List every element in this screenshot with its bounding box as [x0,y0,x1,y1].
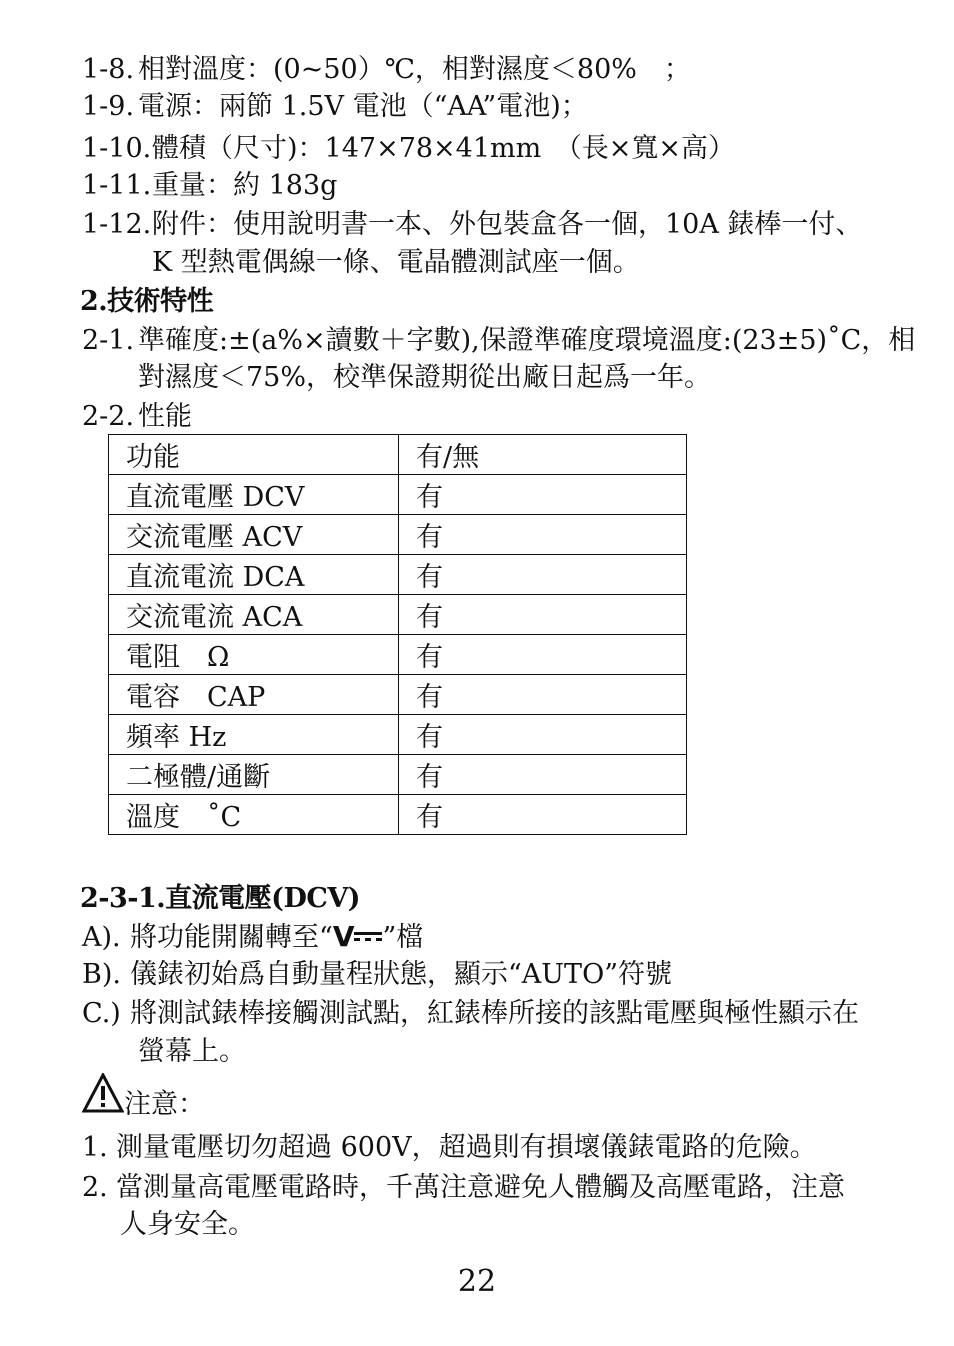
table-cell-availability: 有 [399,795,687,835]
dc-voltage-symbol-icon: V [333,919,383,956]
spec-number: 2-2. [82,401,135,432]
dcv-step-b [82,957,672,993]
section-heading: 2.技術特性 [80,286,214,317]
accuracy-text: 準確度:±(a%×讀數＋字數),保證準確度環境溫度:(23±5)˚C，相 [138,325,916,356]
table-row [109,515,687,555]
step-text: 儀錶初始爲自動量程狀態，顯示“AUTO”符號 [130,959,673,990]
caution-number: 2. [82,1172,108,1203]
spec-line-1-12-continued: K 型熱電偶線一條、電晶體測試座一個。 [152,247,640,278]
table-header-cell: 功能 [109,435,399,475]
spec-text: 重量：約 183g [152,170,338,201]
spec-number: 1-11. [82,170,152,201]
accuracy-line [82,323,915,359]
step-text: ”檔 [382,922,424,953]
spec-line-1-9 [82,89,588,125]
caution-number: 1. [82,1132,108,1163]
spec-number: 1-10. [82,133,152,164]
caution-text: 當測量高電壓電路時，千萬注意避免人體觸及高壓電路，注意 [116,1172,845,1203]
table-row [109,635,687,675]
table-cell-availability: 有 [399,515,687,555]
table-row [109,595,687,635]
spec-text: 電源：兩節 1.5V 電池（“AA”電池)； [138,91,588,122]
dcv-step-c-continued: 螢幕上。 [138,1036,246,1067]
table-row [109,675,687,715]
table-cell-availability: 有 [399,475,687,515]
table-row [109,715,687,755]
performance-label [82,399,192,435]
caution-text: 測量電壓切勿超過 600V，超過則有損壞儀錶電路的危險。 [116,1132,817,1163]
table-header-row [109,435,687,475]
accuracy-line-continued: 對濕度＜75%，校準保證期從出廠日起爲一年。 [138,362,712,393]
step-text: 將測試錶棒接觸測試點，紅錶棒所接的該點電壓與極性顯示在 [130,998,859,1029]
table-cell-availability: 有 [399,715,687,755]
spec-number: 1-9. [82,91,135,122]
table-row [109,555,687,595]
spec-text: 體積（尺寸)：147×78×41mm （長×寬×高） [152,133,735,164]
step-number: C.) [82,998,121,1029]
table-row [109,795,687,835]
function-table [108,434,687,835]
caution-item-1 [82,1130,817,1166]
table-cell-function: 電容 CAP [109,675,399,715]
table-cell-function: 二極體/通斷 [109,755,399,795]
table-row [109,755,687,795]
spec-line-1-8 [82,52,691,88]
table-cell-availability: 有 [399,595,687,635]
table-cell-function: 直流電壓 DCV [109,475,399,515]
spec-line-1-11 [82,168,337,204]
table-cell-availability: 有 [399,675,687,715]
page-number: 22 [457,1264,497,1299]
caution-item-2-continued: 人身安全。 [120,1209,255,1240]
table-cell-function: 交流電流 ACA [109,595,399,635]
spec-number: 2-1. [82,325,135,356]
warning-triangle-icon [82,1073,124,1113]
dcv-step-a [82,919,423,956]
step-text: 將功能開關轉至“ [130,922,333,953]
performance-text: 性能 [138,401,192,432]
dcv-heading: 2-3-1.直流電壓(DCV) [80,883,361,914]
step-number: A). [82,922,121,953]
spec-text: 附件：使用說明書一本、外包裝盒各一個，10A 錶棒一付、 [152,209,863,240]
table-cell-function: 頻率 Hz [109,715,399,755]
spec-line-1-10 [82,131,735,167]
table-cell-function: 溫度 ˚C [109,795,399,835]
table-cell-availability: 有 [399,635,687,675]
table-cell-availability: 有 [399,755,687,795]
caution-item-2 [82,1170,845,1206]
table-cell-availability: 有 [399,555,687,595]
table-header-cell: 有/無 [399,435,687,475]
spec-number: 1-8. [82,54,135,85]
spec-text: 相對溫度：(0~50）℃，相對濕度＜80% ； [138,54,691,85]
table-cell-function: 交流電壓 ACV [109,515,399,555]
table-row [109,475,687,515]
spec-number: 1-12. [82,209,152,240]
step-number: B). [82,959,121,990]
table-cell-function: 電阻 Ω [109,635,399,675]
table-cell-function: 直流電流 DCA [109,555,399,595]
dcv-step-c [82,996,859,1032]
spec-line-1-12 [82,207,862,243]
caution-title: 注意： [124,1089,205,1120]
